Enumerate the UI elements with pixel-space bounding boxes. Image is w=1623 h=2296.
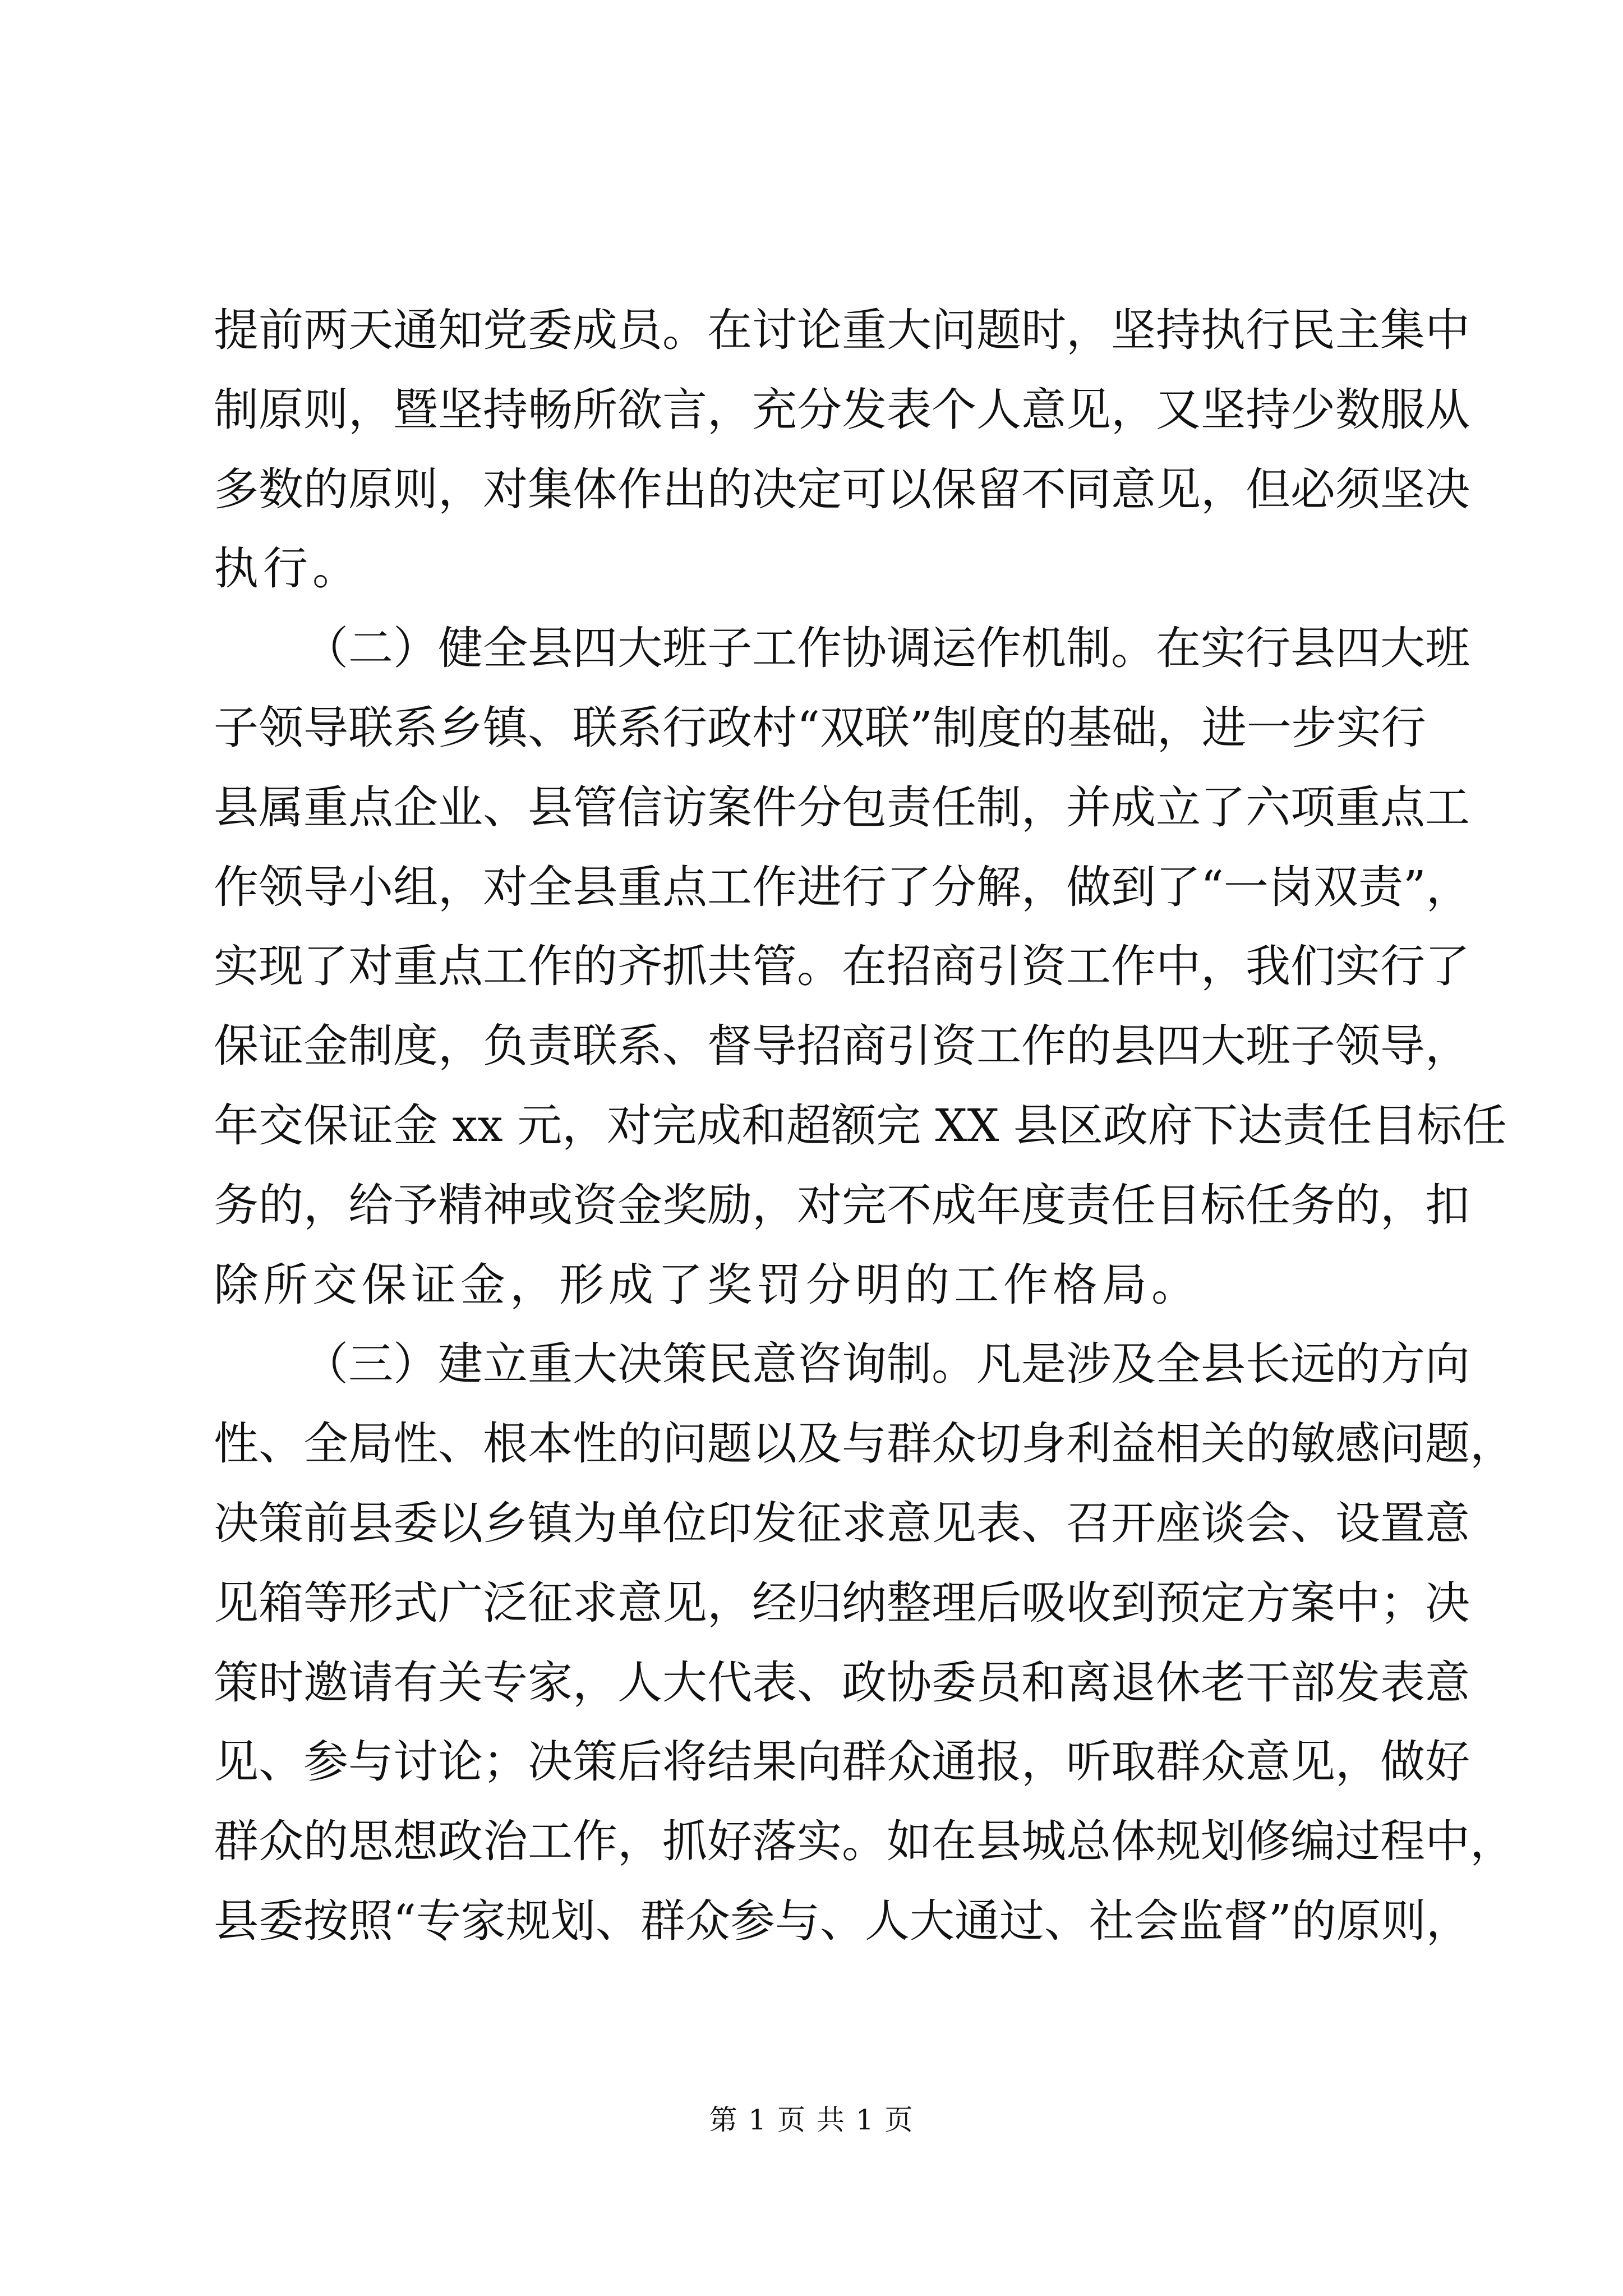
text-line: 性、全局性、根本性的问题以及与群众切身利益相关的敏感问题，	[214, 1418, 1515, 1470]
text-line: 保证金制度，负责联系、督导招商引资工作的县四大班子领导，	[214, 1020, 1470, 1073]
page-number-label: 第 1 页 共 1 页	[709, 2104, 914, 2136]
text-line: （三）建立重大决策民意咨询制。凡是涉及全县长远的方向	[303, 1338, 1470, 1391]
text-line: 策时邀请有关专家，人大代表、政协委员和离退休老干部发表意	[214, 1656, 1470, 1709]
text-line: 见、参与讨论；决策后将结果向群众通报，听取群众意见，做好	[214, 1736, 1470, 1788]
text-line: 执行。	[214, 542, 362, 595]
page-footer	[0, 2100, 1623, 2139]
text-line: 见箱等形式广泛征求意见，经归纳整理后吸收到预定方案中；决	[214, 1576, 1470, 1629]
paragraph-3	[214, 1324, 1515, 1961]
text-line: 制原则，暨坚持畅所欲言，充分发表个人意见，又坚持少数服从	[214, 383, 1470, 436]
text-line: 决策前县委以乡镇为单位印发征求意见表、召开座谈会、设置意	[214, 1497, 1470, 1549]
text-line: 县属重点企业、县管信访案件分包责任制，并成立了六项重点工	[214, 781, 1470, 834]
text-line: 群众的思想政治工作，抓好落实。如在县城总体规划修编过程中，	[214, 1815, 1515, 1868]
paragraph-2	[214, 609, 1507, 1324]
document-body	[214, 291, 1515, 1961]
text-line: 务的，给予精神或资金奖励，对完不成年度责任目标任务的，扣	[214, 1179, 1470, 1231]
text-line: 实现了对重点工作的齐抓共管。在招商引资工作中，我们实行了	[214, 940, 1470, 993]
text-line: 作领导小组，对全县重点工作进行了分解，做到了“一岗双责”，	[214, 861, 1471, 913]
paragraph-1	[214, 291, 1470, 609]
text-line: 除所交保证金，形成了奖罚分明的工作格局。	[214, 1258, 1201, 1311]
text-line: 年交保证金 xx 元，对完成和超额完 XX 县区政府下达责任目标任	[214, 1099, 1507, 1152]
text-line: （二）健全县四大班子工作协调运作机制。在实行县四大班	[303, 622, 1470, 675]
text-line: 提前两天通知党委成员。在讨论重大问题时，坚持执行民主集中	[214, 304, 1470, 356]
text-line: 多数的原则，对集体作出的决定可以保留不同意见，但必须坚决	[214, 463, 1470, 516]
text-line: 子领导联系乡镇、联系行政村“双联”制度的基础，进一步实行	[214, 701, 1426, 754]
text-line: 县委按照“专家规划、群众参与、人大通过、社会监督”的原则，	[214, 1894, 1471, 1947]
